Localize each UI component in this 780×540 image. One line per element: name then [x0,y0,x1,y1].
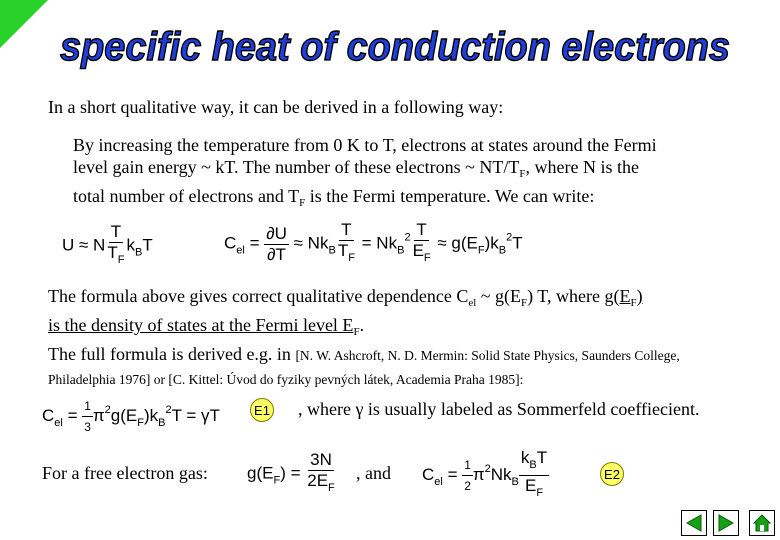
explanation-paragraph [73,134,728,214]
result-line-3-a: The full formula is derived e.g. in [48,344,296,364]
intro-text: In a short qualitative way, it can be derived in a following way: [48,97,504,117]
svg-text:specific heat of conduction el: specific heat of conduction electrons [60,25,730,69]
paragraph-line-3 [73,185,728,214]
formula-density-of-states: $g(E_F)$ = $\frac{3N}{2E_F}$ [247,450,335,494]
paragraph-line-3-sub: F [299,197,306,209]
slide-title [55,18,735,70]
paragraph-line-2 [73,156,728,185]
paragraph-line-3-b: is the Fermi temperature. We can write: [305,186,595,206]
corner-triangle [0,0,48,48]
result-line-2 [48,314,748,343]
free-gas-label: For a free electron gas: [42,463,208,483]
result-line-1-sub1: el [468,297,477,309]
result-line-3 [48,343,748,367]
paragraph-line-2-sub: F [519,168,526,180]
result-line-1-a: The formula above gives correct qualitative dependence C [48,286,469,306]
and-text: , and [356,463,391,483]
paragraph-line-2-b: , where N is the [525,157,639,177]
result-paragraph [48,285,748,391]
equation-badge-e2[interactable]: E2 [600,462,624,486]
paragraph-line-2-a: level gain energy ~ kT. The number of these electrons ~ NT/T [73,157,520,177]
result-line-2-u: is the density of states at the Fermi level E [48,315,354,335]
nav-prev-button[interactable] [681,510,707,536]
nav-home-button[interactable] [749,510,775,536]
formula-energy: U ≈ N $\frac{T}{T_F}$ $k_BT$ [62,222,153,266]
result-line-1-sub2: F [521,297,528,309]
result-line-1-u: g(E [604,286,631,306]
sommerfeld-text: , where γ is usually labeled as Sommerfeld coeffiecient. [298,399,700,419]
paragraph-line-1: By increasing the temperature from 0 K to T, electrons at states around the Fermi [73,135,657,155]
result-line-2-sub: F [353,326,360,338]
equation-badge-e1[interactable]: E1 [250,398,274,422]
result-line-1 [48,285,748,314]
result-line-2-c: . [359,315,365,335]
paragraph-line-3-a: total number of electrons and T [73,186,300,206]
triangle-left-icon [684,513,704,533]
nav-next-button[interactable] [713,510,739,536]
triangle-right-icon [716,513,736,533]
formula-heat-capacity: $C_{el}$ = $\frac{\partial U}{\partial T}$ ≈ $Nk_B$ $\frac{T}{T_F}$ = $Nk_B^2$ $\frac{T}{E_F}$ ≈ $g(E_F)k_B^2T$ [224,220,523,264]
formula-sommerfeld: $C_{el}$ = $\frac{1}{3}$ $\pi^2g(E_F)k_B^2T = \gamma T$ [42,396,220,437]
home-icon [752,513,772,533]
formula-free-gas-heat: $C_{el}$ = $\frac{1}{2}$ $\pi^2Nk_B$ $\frac{k_BT}{E_F}$ [422,448,548,499]
result-line-1-ud: ) [636,286,643,306]
result-line-1-c: ) T, where [527,286,605,306]
result-line-1-usub: F [630,297,637,309]
reference-ashcroft: [N. W. Ashcroft, N. D. Mermin: Solid State Physics, Saunders College, [295,348,680,363]
result-line-4: Philadelphia 1976] or [C. Kittel: Úvod do fyziky pevných látek, Academia Praha 1985]: [48,372,524,387]
result-line-1-b: ~ g(E [476,286,522,306]
